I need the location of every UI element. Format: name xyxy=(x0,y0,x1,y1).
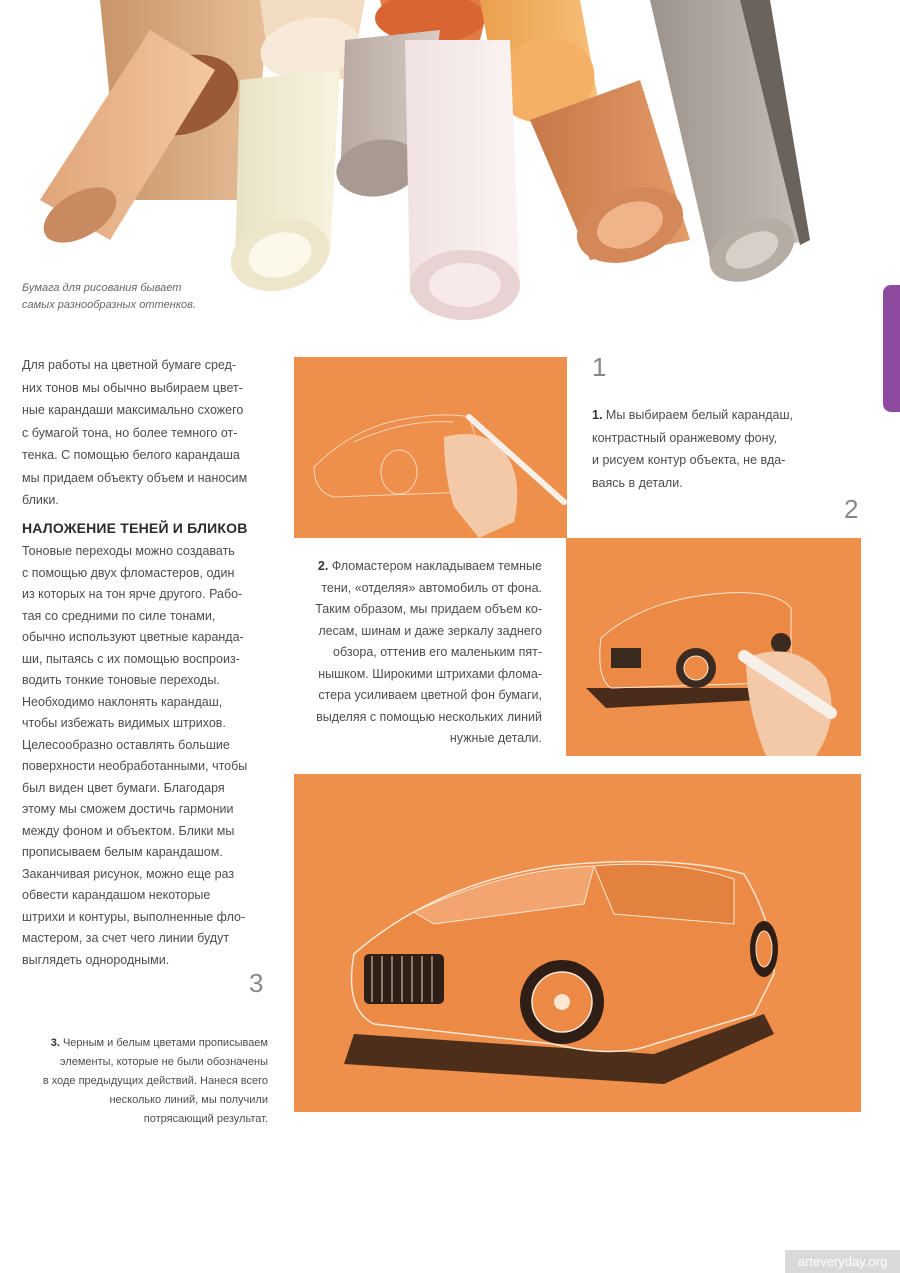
section-heading: НАЛОЖЕНИЕ ТЕНЕЙ И БЛИКОВ xyxy=(22,520,248,536)
text-line: обычно используют цветные каранда- xyxy=(22,630,244,644)
text-line: Заканчивая рисунок, можно еще раз xyxy=(22,866,235,881)
text-line: штрихи и контуры, выполненные фло- xyxy=(22,909,246,924)
text-line: выглядеть однородными. xyxy=(22,952,170,967)
text-line: Черным и белым цветами прописываем xyxy=(59,1037,268,1049)
text-line: ши, пытаясь с их помощью воспроиз- xyxy=(22,651,240,666)
chapter-tab xyxy=(883,285,900,412)
text-line: прописываем белым карандашом. xyxy=(22,845,223,859)
step3-lead: 3. xyxy=(50,1037,60,1049)
step-number-3: 3 xyxy=(249,968,264,998)
step3-image xyxy=(294,774,861,1112)
text-line: поверхности необработанными, чтобы xyxy=(22,759,248,773)
text-line: в ходе предыдущих действий. Нанеся всего xyxy=(42,1075,268,1087)
text-line: выделяя с помощью нескольких линий xyxy=(316,709,542,724)
text-line: контрастный оранжевому фону, xyxy=(592,430,778,445)
text-line: обзора, оттенив его маленьким пят- xyxy=(333,645,542,659)
text-line: лесам, шинам и даже зеркалу заднего xyxy=(318,623,542,638)
intro-paragraph xyxy=(22,354,272,512)
text-line: чтобы избежать видимых штрихов. xyxy=(22,716,226,730)
text-line: Мы выбираем белый карандаш, xyxy=(602,408,794,422)
text-line: и рисуем контур объекта, не вда- xyxy=(592,453,786,467)
text-line: Необходимо наклонять карандаш, xyxy=(22,694,223,709)
text-line: потрясающий результат. xyxy=(143,1113,268,1125)
text-line: Целесообразно оставлять большие xyxy=(22,737,230,752)
text-line: из которых на тон ярче другого. Рабо- xyxy=(22,587,243,601)
text-line: тая со средними по силе тонами, xyxy=(22,608,216,623)
text-line: Таким образом, мы придаем объем ко- xyxy=(315,602,542,616)
text-line: мастером, за счет чего линии будут xyxy=(22,931,230,945)
step2-image xyxy=(566,538,861,756)
text-line: элементы, которые не были обозначены xyxy=(59,1056,268,1068)
text-line: ваясь в детали. xyxy=(592,475,683,490)
text-line: них тонов мы обычно выбираем цвет- xyxy=(22,380,243,395)
text-line: водить тонкие тоновые переходы. xyxy=(22,673,220,687)
step-number-2: 2 xyxy=(844,494,859,524)
step1-image xyxy=(294,357,567,538)
text-line: с помощью двух фломастеров, один xyxy=(22,565,235,580)
text-line: тени, «отделяя» автомобиль от фона. xyxy=(321,580,542,595)
step-number-1: 1 xyxy=(592,352,607,382)
text-line: нужные детали. xyxy=(449,731,542,745)
text-line: между фоном и объектом. Блики мы xyxy=(22,823,235,838)
watermark: arteveryday.org xyxy=(785,1250,900,1273)
text-line: обвести карандашом некоторые xyxy=(22,888,211,902)
text-line: Тоновые переходы можно создавать xyxy=(22,544,235,558)
text-line: с бумагой тона, но более темного от- xyxy=(22,425,238,440)
text-line: блики. xyxy=(22,493,59,507)
text-line: Для работы на цветной бумаге сред- xyxy=(22,358,237,372)
step2-lead: 2. xyxy=(317,559,329,573)
caption-line: Бумага для рисования бывает xyxy=(22,282,182,294)
photo-caption xyxy=(22,280,262,314)
step3-text xyxy=(18,1034,268,1129)
text-line: мы придаем объекту объем и наносим xyxy=(22,470,248,485)
text-line: ные карандаши максимально схожего xyxy=(22,403,244,417)
text-line: этому мы сможем достичь гармонии xyxy=(22,802,234,816)
text-line: нышком. Широкими штрихами флома- xyxy=(318,666,542,681)
text-line: Фломастером накладываем темные xyxy=(328,559,542,573)
text-line: стера усиливаем цветной фон бумаги, xyxy=(318,688,542,702)
text-line: тенка. С помощью белого карандаша xyxy=(22,448,240,462)
step2-text xyxy=(290,556,542,750)
caption-line: самых разнообразных оттенков. xyxy=(22,299,196,311)
step1-text xyxy=(592,404,852,494)
text-line: несколько линий, мы получили xyxy=(109,1094,268,1106)
section-body xyxy=(22,541,277,971)
text-line: был виден цвет бумаги. Благодаря xyxy=(22,780,225,795)
step1-lead: 1. xyxy=(592,408,603,422)
